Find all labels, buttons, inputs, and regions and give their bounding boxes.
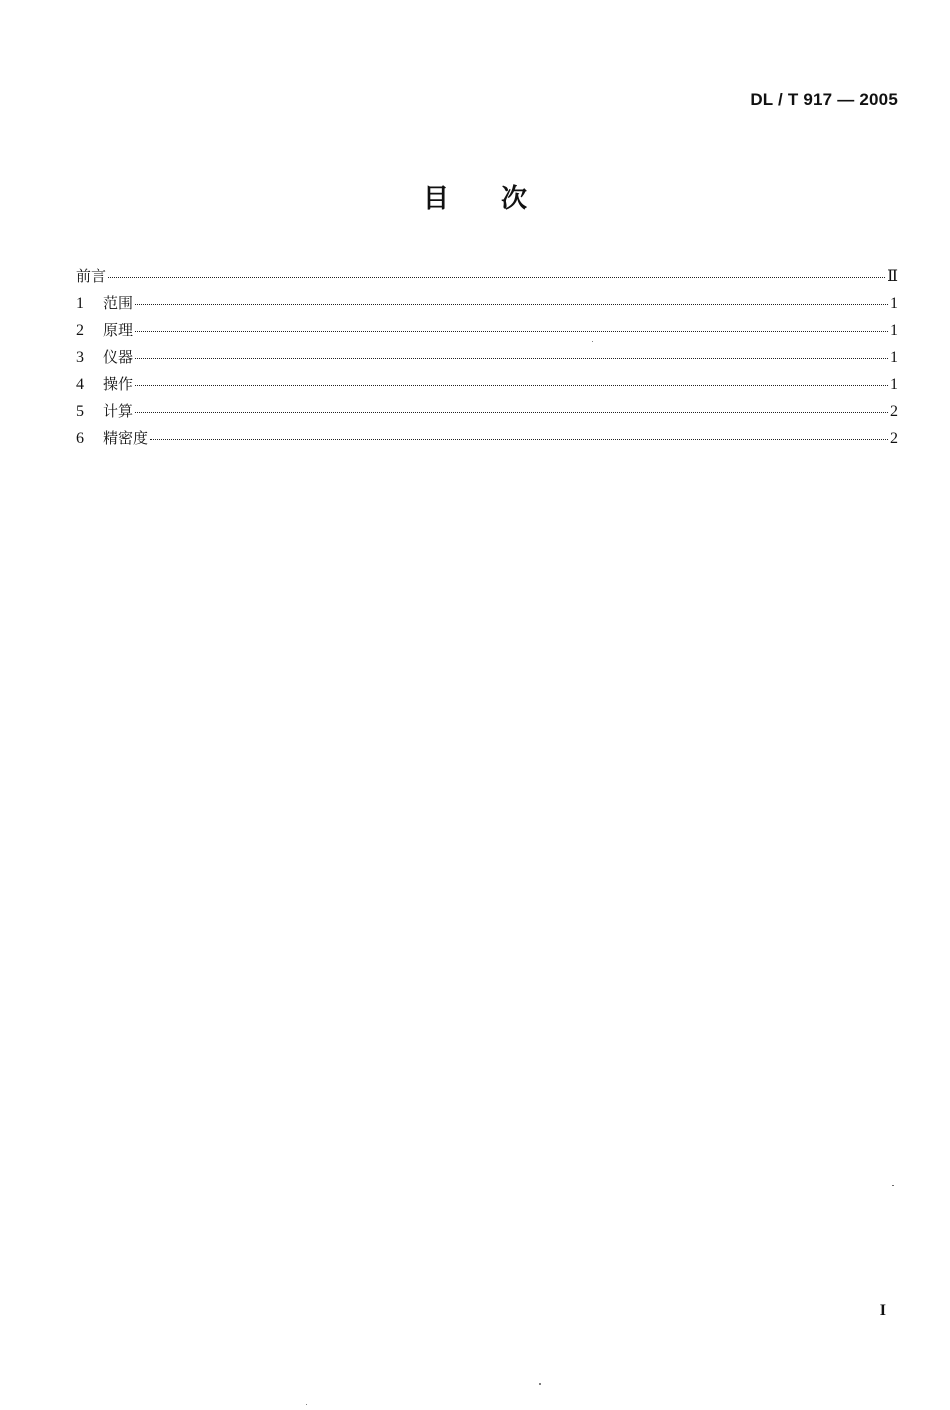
- toc-entry-number: 3: [76, 349, 84, 366]
- page-title: 目次: [422, 184, 579, 214]
- toc-entry-page: Ⅱ: [887, 268, 898, 285]
- toc-entry-apparatus[interactable]: [76, 344, 898, 371]
- toc-entry-label: 仪器: [103, 348, 134, 366]
- toc-entry-label: 前言: [76, 267, 107, 285]
- toc-entry-number: 6: [76, 430, 84, 447]
- scan-speck: [592, 341, 593, 342]
- toc-dot-leader: [135, 358, 888, 359]
- toc-dot-leader: [135, 385, 888, 386]
- toc-entry-label: 原理: [103, 321, 134, 339]
- toc-entry-number: 1: [76, 295, 84, 312]
- toc-entry-label: 精密度: [103, 429, 149, 447]
- page-number: I: [879, 1302, 886, 1319]
- toc-entry-principle[interactable]: [76, 317, 898, 344]
- table-of-contents: [76, 263, 898, 452]
- toc-entry-page: 2: [890, 403, 898, 420]
- toc-entry-foreword[interactable]: [76, 263, 898, 290]
- scan-speck: [306, 1404, 307, 1405]
- toc-entry-page: 1: [890, 295, 898, 312]
- toc-entry-number: 4: [76, 376, 84, 393]
- toc-entry-number: 5: [76, 403, 84, 420]
- scan-speck: [892, 1185, 894, 1186]
- toc-entry-page: 1: [890, 322, 898, 339]
- toc-entry-page: 1: [890, 376, 898, 393]
- toc-dot-leader: [135, 412, 888, 413]
- toc-dot-leader: [135, 331, 888, 332]
- toc-entry-label: 操作: [103, 375, 134, 393]
- toc-entry-number: 2: [76, 322, 84, 339]
- toc-entry-label: 范围: [103, 294, 134, 312]
- toc-dot-leader: [108, 277, 885, 278]
- document-code: DL / T 917 — 2005: [750, 90, 898, 109]
- toc-entry-page: 1: [890, 349, 898, 366]
- toc-entry-label: 计算: [103, 402, 134, 420]
- toc-entry-precision[interactable]: [76, 425, 898, 452]
- toc-entry-procedure[interactable]: [76, 371, 898, 398]
- toc-entry-calculation[interactable]: [76, 398, 898, 425]
- toc-entry-page: 2: [890, 430, 898, 447]
- toc-dot-leader: [135, 304, 888, 305]
- scan-speck: [539, 1383, 541, 1385]
- toc-entry-scope[interactable]: [76, 290, 898, 317]
- toc-dot-leader: [150, 439, 888, 440]
